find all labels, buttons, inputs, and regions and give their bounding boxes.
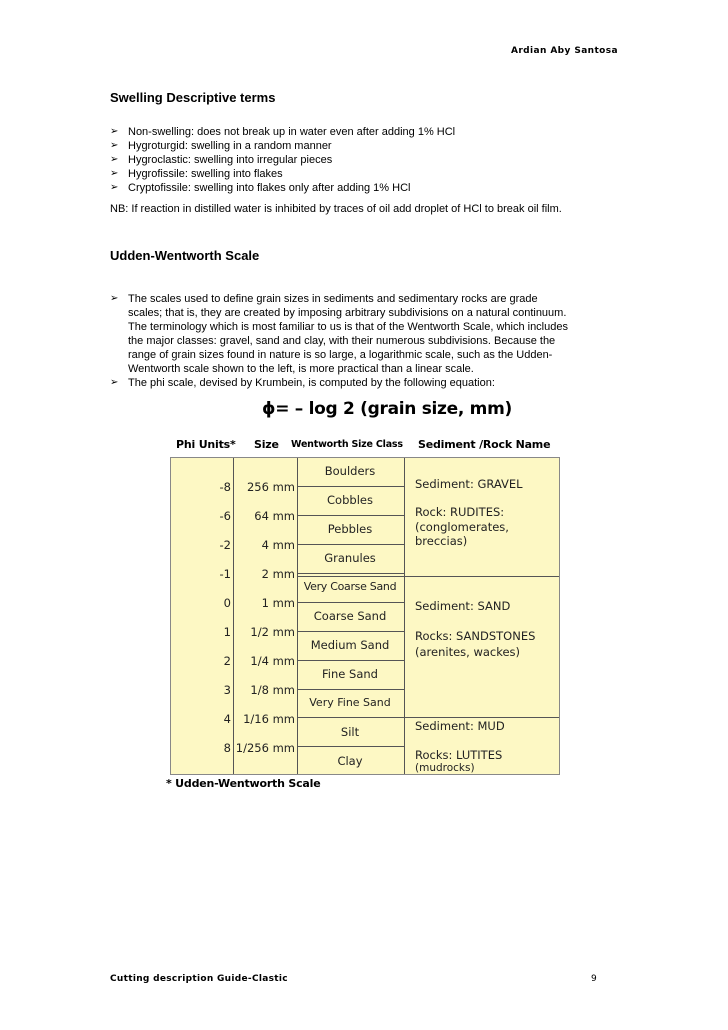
size-class-cell: Cobbles [327,493,373,507]
phi-cell: -2 [219,538,231,552]
group-divider [297,717,559,718]
phi-formula: ϕ= – log 2 (grain size, mm) [262,399,512,419]
phi-cell: -8 [219,480,231,494]
udden-wentworth-table [170,457,560,775]
list-item: ➢ Non-swelling: does not break up in water even after adding 1% HCl [110,126,456,138]
size-cell: 1/16 mm [243,712,295,726]
swelling-list [110,125,630,195]
udden-list [110,292,630,390]
size-class-cell: Medium Sand [310,638,390,652]
row-divider [297,544,404,545]
size-cell: 1 mm [261,596,295,610]
mud-rock: Rocks: LUTITES [415,748,503,762]
header-author: Ardian Aby Santosa [510,46,618,56]
header-phi-units: Phi Units* [176,438,236,451]
arrow-bullet-icon: ➢ [110,154,119,165]
arrow-bullet-icon: ➢ [110,377,119,388]
size-cell: 256 mm [246,480,295,494]
phi-cell: 2 [223,654,231,668]
arrow-bullet-icon: ➢ [110,293,119,304]
header-size: Size [254,438,279,451]
swelling-note: NB: If reaction in distilled water is inhibited by traces of oil add droplet of HCl to break oil film. [110,203,562,215]
mud-examples: (mudrocks) [415,762,475,774]
list-item: ➢ The phi scale, devised by Krumbein, is computed by the following equation: [110,377,495,389]
size-class-cell: Very Fine Sand [309,696,391,709]
group-divider [297,576,559,577]
header-sediment: Sediment /Rock Name [418,438,551,451]
sand-rock: Rocks: SANDSTONES [415,629,536,643]
phi-cell: 0 [223,596,231,610]
list-item: ➢ The scales used to define grain sizes in sediments and sedimentary rocks are grade scales; that is, they are created by imposing arbitrary subdivisions on a natural continuum. The terminology which is most familiar to us is that of the Wentworth Scale, which includes the major classes: gravel, sand and clay, with their numerous subdivisions. Because the range of grain sizes found in nature is so large, a logarithmic scale, such as the Udden- Wentworth scale shown to the left, is more practical than a linear scale. [110,293,568,375]
column-divider [404,458,405,774]
size-class-cell: Pebbles [327,522,373,536]
size-cell: 64 mm [254,509,295,523]
row-divider [297,746,404,747]
arrow-bullet-icon: ➢ [110,182,119,193]
gravel-examples: (conglomerates, breccias) [415,520,509,548]
header-wentworth: Wentworth Size Class [291,439,403,450]
size-cell: 1/256 mm [235,741,295,755]
size-class-cell: Fine Sand [322,667,378,681]
size-cell: 1/4 mm [250,654,295,668]
sand-examples: (arenites, wackes) [415,645,521,659]
row-divider [297,660,404,661]
mud-sediment: Sediment: MUD [415,719,505,733]
arrow-bullet-icon: ➢ [110,168,119,179]
phi-cell: 4 [223,712,231,726]
row-divider [297,631,404,632]
swelling-heading: Swelling Descriptive terms [110,90,276,105]
arrow-bullet-icon: ➢ [110,126,119,137]
page-number: 9 [591,974,597,984]
phi-cell: 8 [223,741,231,755]
size-class-cell: Granules [324,551,376,565]
column-divider [233,458,234,774]
row-divider [297,689,404,690]
list-item: ➢ Hygroturgid: swelling in a random manner [110,140,332,152]
table-caption: * Udden-Wentworth Scale [166,777,321,790]
list-item: ➢ Hygrofissile: swelling into flakes [110,168,283,180]
size-class-cell: Coarse Sand [313,609,387,623]
row-divider [297,515,404,516]
size-class-cell: Boulders [324,464,376,478]
sand-sediment: Sediment: SAND [415,599,511,613]
size-class-cell: Silt [340,725,360,739]
size-cell: 2 mm [261,567,295,581]
udden-heading: Udden-Wentworth Scale [110,248,260,263]
row-divider [297,602,404,603]
size-class-cell: Clay [337,754,363,768]
gravel-sediment: Sediment: GRAVEL [415,477,523,491]
row-divider [297,486,404,487]
size-cell: 1/2 mm [250,625,295,639]
size-cell: 4 mm [261,538,295,552]
list-item: ➢ Hygroclastic: swelling into irregular pieces [110,154,333,166]
phi-cell: -1 [219,567,231,581]
footer-title: Cutting description Guide-Clastic [110,974,288,984]
row-divider [297,573,404,574]
phi-cell: -6 [219,509,231,523]
phi-cell: 3 [223,683,231,697]
arrow-bullet-icon: ➢ [110,140,119,151]
phi-cell: 1 [223,625,231,639]
size-class-cell: Very Coarse Sand [303,580,397,593]
list-item: ➢ Cryptofissile: swelling into flakes only after adding 1% HCl [110,182,411,194]
gravel-rock: Rock: RUDITES: [415,505,505,519]
size-cell: 1/8 mm [250,683,295,697]
